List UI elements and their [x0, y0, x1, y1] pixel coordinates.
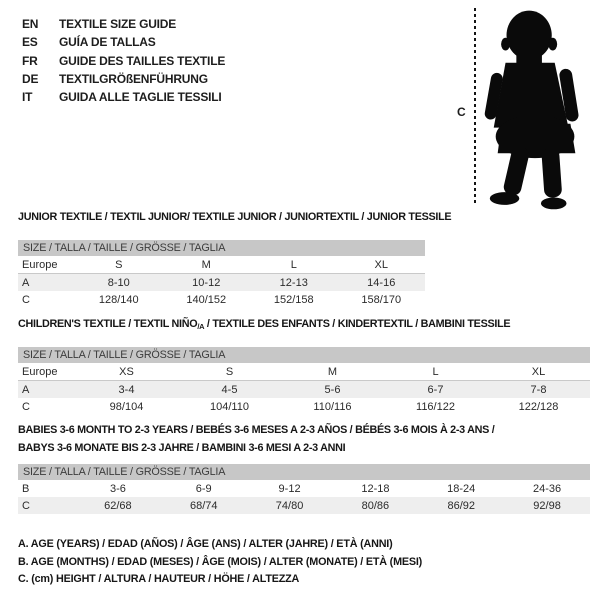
size-cell: 6-7 [384, 381, 487, 399]
babies-title-line1: BABIES 3-6 MONTH TO 2-3 YEARS / BEBÉS 3-6 MESES A 2-3 AÑOS / BÉBÉS 3-6 MOIS À 2-3 ANS / [18, 424, 495, 436]
children-section-title [18, 318, 510, 331]
language-code: ES [22, 35, 38, 50]
junior-section-title: JUNIOR TEXTILE / TEXTIL JUNIOR/ TEXTILE JUNIOR / JUNIORTEXTIL / JUNIOR TESSILE [18, 211, 452, 223]
size-cell: 158/170 [361, 293, 402, 306]
size-cell: 98/104 [109, 400, 144, 413]
table-row-height [18, 291, 425, 308]
table-row-height [18, 398, 590, 415]
size-cell: 74/80 [247, 497, 333, 514]
language-title-list [22, 15, 225, 106]
babies-title-line2: BABYS 3-6 MONATE BIS 2-3 JAHRE / BAMBINI 3-6 MESI A 2-3 ANNI [18, 442, 346, 454]
region-label-cell: Europe [18, 256, 75, 274]
language-row-en [22, 15, 225, 33]
babies-table [18, 480, 590, 514]
children-size-table [18, 347, 590, 415]
table-header-row [18, 363, 590, 381]
col-header-cell: XL [338, 256, 426, 274]
footnote-b: B. AGE (MONTHS) / EDAD (MESES) / ÂGE (MOIS) / ALTER (MONATE) / ETÀ (MESI) [18, 555, 423, 568]
size-cell: 8-10 [75, 274, 163, 292]
baby-silhouette-icon [478, 5, 596, 213]
col-header-cell: L [250, 256, 338, 274]
height-marker-label: C [457, 105, 466, 119]
babies-size-table [18, 464, 590, 514]
size-header-bar: SIZE / TALLA / TAILLE / GRÖSSE / TAGLIA [18, 347, 590, 363]
language-row-es [22, 33, 225, 51]
size-cell: 12-13 [250, 274, 338, 292]
size-cell: 24-36 [533, 482, 562, 495]
size-cell: 140/152 [186, 293, 227, 306]
height-measure-dashed-line [474, 8, 476, 206]
size-cell: 68/74 [161, 497, 247, 514]
table-row-age [18, 381, 590, 399]
row-label-cell: A [18, 381, 75, 399]
col-header-cell: M [281, 363, 384, 381]
guide-title-fr: GUIDE DES TAILLES TEXTILE [59, 53, 226, 68]
size-cell: 110/116 [313, 400, 352, 413]
footnote-legend [18, 536, 422, 589]
row-label-cell: B [22, 482, 30, 495]
language-code: EN [22, 17, 39, 32]
size-cell: 128/140 [98, 293, 139, 306]
guide-title-es: GUÍA DE TALLAS [59, 35, 156, 50]
table-row-months [18, 480, 590, 497]
guide-title-en: TEXTILE SIZE GUIDE [59, 17, 177, 32]
size-cell: 3-4 [75, 381, 178, 399]
language-row-it [22, 88, 225, 106]
footnote-c: C. (cm) HEIGHT / ALTURA / HAUTEUR / HÖHE / ALTEZZA [18, 573, 300, 585]
language-row-fr [22, 52, 225, 70]
guide-title-it: GUIDA ALLE TAGLIE TESSILI [59, 90, 222, 105]
table-row-age [18, 274, 425, 292]
size-cell: 18-24 [447, 482, 476, 495]
col-header-cell: M [163, 256, 251, 274]
row-label-cell: A [18, 274, 75, 292]
children-title-text: / TEXTILE DES ENFANTS / KINDERTEXTIL / BAMBINI TESSILE [204, 318, 511, 330]
size-cell: 152/158 [273, 293, 314, 306]
size-cell: 86/92 [418, 497, 504, 514]
babies-section-title [18, 421, 494, 457]
row-label-cell: C [22, 400, 30, 413]
size-cell: 14-16 [338, 274, 426, 292]
language-code: FR [22, 53, 38, 68]
children-title-subscript: /A [197, 322, 205, 331]
col-header-cell: XL [487, 363, 590, 381]
size-cell: 92/98 [504, 497, 590, 514]
size-cell: 104/110 [210, 400, 249, 413]
size-cell: 6-9 [195, 482, 212, 495]
col-header-cell: XS [75, 363, 178, 381]
size-cell: 62/68 [75, 497, 161, 514]
size-header-bar: SIZE / TALLA / TAILLE / GRÖSSE / TAGLIA [18, 464, 590, 480]
table-header-row [18, 256, 425, 274]
children-table [18, 363, 590, 415]
footnote-a: A. AGE (YEARS) / EDAD (AÑOS) / ÂGE (ANS) / ALTER (JAHRE) / ETÀ (ANNI) [18, 538, 393, 550]
size-cell: 3-6 [109, 482, 126, 495]
size-cell: 116/122 [416, 400, 455, 413]
junior-table [18, 256, 425, 308]
region-label-cell: Europe [18, 363, 75, 381]
col-header-cell: L [384, 363, 487, 381]
language-row-de [22, 70, 225, 88]
row-label-cell: C [18, 497, 75, 514]
table-row-height [18, 497, 590, 514]
junior-size-table [18, 240, 425, 308]
size-cell: 9-12 [278, 482, 301, 495]
size-cell: 122/128 [518, 400, 559, 413]
size-cell: 4-5 [178, 381, 281, 399]
size-header-bar: SIZE / TALLA / TAILLE / GRÖSSE / TAGLIA [18, 240, 425, 256]
children-title-text: CHILDREN'S TEXTILE / TEXTIL NIÑO [18, 318, 198, 330]
size-cell: 7-8 [487, 381, 590, 399]
language-code: DE [22, 72, 39, 87]
size-cell: 80/86 [332, 497, 418, 514]
size-cell: 12-18 [361, 482, 390, 495]
col-header-cell: S [178, 363, 281, 381]
language-code: IT [22, 90, 33, 105]
size-cell: 10-12 [163, 274, 251, 292]
size-cell: 5-6 [281, 381, 384, 399]
row-label-cell: C [22, 293, 30, 306]
col-header-cell: S [75, 256, 163, 274]
guide-title-de: TEXTILGRÖßENFÜHRUNG [59, 72, 208, 87]
